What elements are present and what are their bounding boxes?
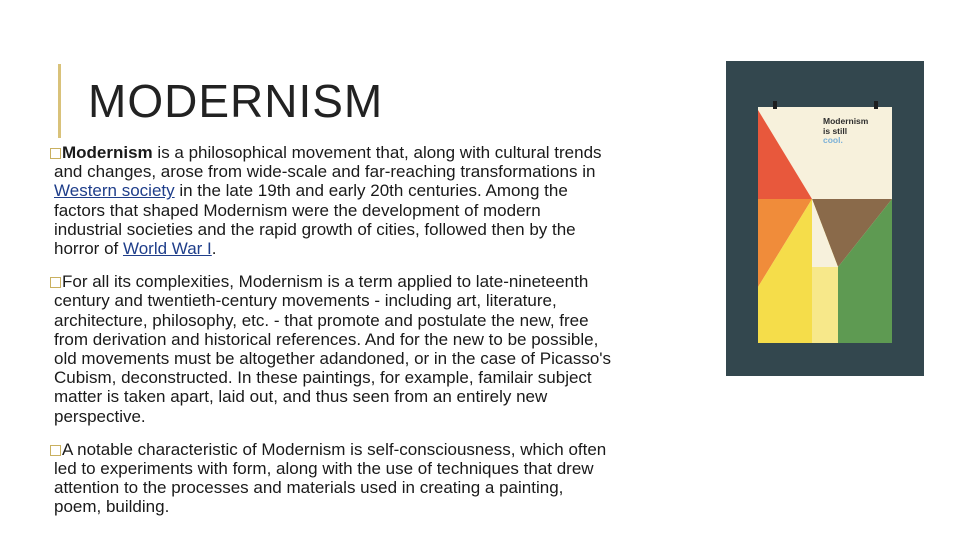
bullet-line bbox=[50, 143, 715, 162]
bullet-text: industrial societies and the rapid growth of cities, followed then by the bbox=[54, 219, 576, 239]
bullet-line bbox=[52, 239, 715, 258]
bullet-text: is a philosophical movement that, along with cultural trends bbox=[152, 143, 602, 162]
bullet-marker-icon bbox=[50, 148, 61, 159]
poster-red-triangle bbox=[758, 110, 812, 199]
bullet-text: factors that shaped Modernism were the development of modern bbox=[54, 200, 541, 220]
slide-title: MODERNISM bbox=[88, 75, 384, 127]
bullet-line bbox=[52, 291, 715, 310]
bullet-text: old movements must be altogether adandoned, or in the case of Picasso's bbox=[54, 349, 612, 369]
bullet-text: poem, building. bbox=[54, 497, 170, 517]
bullet-text: Cubism, deconstructed. In these paintings, for example, familair subject bbox=[54, 368, 592, 388]
bullet-text: century and twentieth-century movements - including art, literature, bbox=[54, 291, 557, 311]
inline-link[interactable]: Western society bbox=[54, 181, 175, 201]
inline-link[interactable]: World War I bbox=[122, 239, 212, 259]
poster-caption-line1: Modernism bbox=[823, 116, 869, 126]
bullet-text: and changes, arose from wide-scale and far-reaching transformations in bbox=[54, 162, 596, 182]
poster-caption bbox=[823, 117, 887, 146]
bullet-text: architecture, philosophy, etc. - that promote and postulate the new, free bbox=[54, 310, 589, 330]
bullet-text: A notable characteristic of Modernism is self-consciousness, which often bbox=[62, 439, 607, 459]
bullet-item bbox=[50, 272, 715, 426]
bullet-line bbox=[52, 349, 715, 368]
bullet-line bbox=[52, 459, 715, 478]
bullet-line bbox=[52, 201, 715, 220]
bullet-line bbox=[50, 440, 715, 459]
bold-term: Modernism bbox=[62, 143, 153, 162]
bullet-text: perspective. bbox=[54, 406, 146, 426]
bullet-text: horror of bbox=[54, 239, 123, 259]
bullet-line bbox=[52, 497, 715, 516]
bullet-line bbox=[52, 387, 715, 406]
bullet-item bbox=[50, 143, 715, 258]
bullet-marker-icon bbox=[50, 277, 61, 288]
bullet-text: attention to the processes and materials used in creating a painting, bbox=[54, 478, 564, 498]
bullet-line bbox=[52, 220, 715, 239]
bullet-item bbox=[50, 440, 715, 517]
bullet-text: from derivation and historical references. And for the new to be possible, bbox=[54, 329, 599, 349]
bullet-text: matter is taken apart, laid out, and thus seen from an entirely new bbox=[54, 387, 548, 407]
bullet-marker-icon bbox=[50, 445, 61, 456]
bullet-line bbox=[52, 330, 715, 349]
bullet-text: . bbox=[211, 239, 217, 259]
bullet-list bbox=[50, 143, 715, 517]
bullet-line bbox=[52, 478, 715, 497]
poster-pin-right bbox=[874, 101, 878, 109]
bullet-line bbox=[52, 407, 715, 426]
title-accent-bar bbox=[58, 64, 61, 138]
bullet-line bbox=[52, 368, 715, 387]
bullet-text: For all its complexities, Modernism is a term applied to late-nineteenth bbox=[62, 272, 589, 292]
poster-pin-left bbox=[773, 101, 777, 109]
bullet-line bbox=[52, 311, 715, 330]
poster-yellow-lower bbox=[812, 267, 838, 343]
bullet-text: in the late 19th and early 20th centuries. Among the bbox=[174, 181, 568, 201]
bullet-line bbox=[50, 272, 715, 291]
bullet-line bbox=[52, 181, 715, 200]
poster-caption-line3: cool. bbox=[823, 135, 843, 145]
bullet-line bbox=[52, 162, 715, 181]
bullet-text: led to experiments with form, along with the use of techniques that drew bbox=[54, 459, 594, 479]
poster-caption-line2: is still bbox=[823, 125, 848, 136]
